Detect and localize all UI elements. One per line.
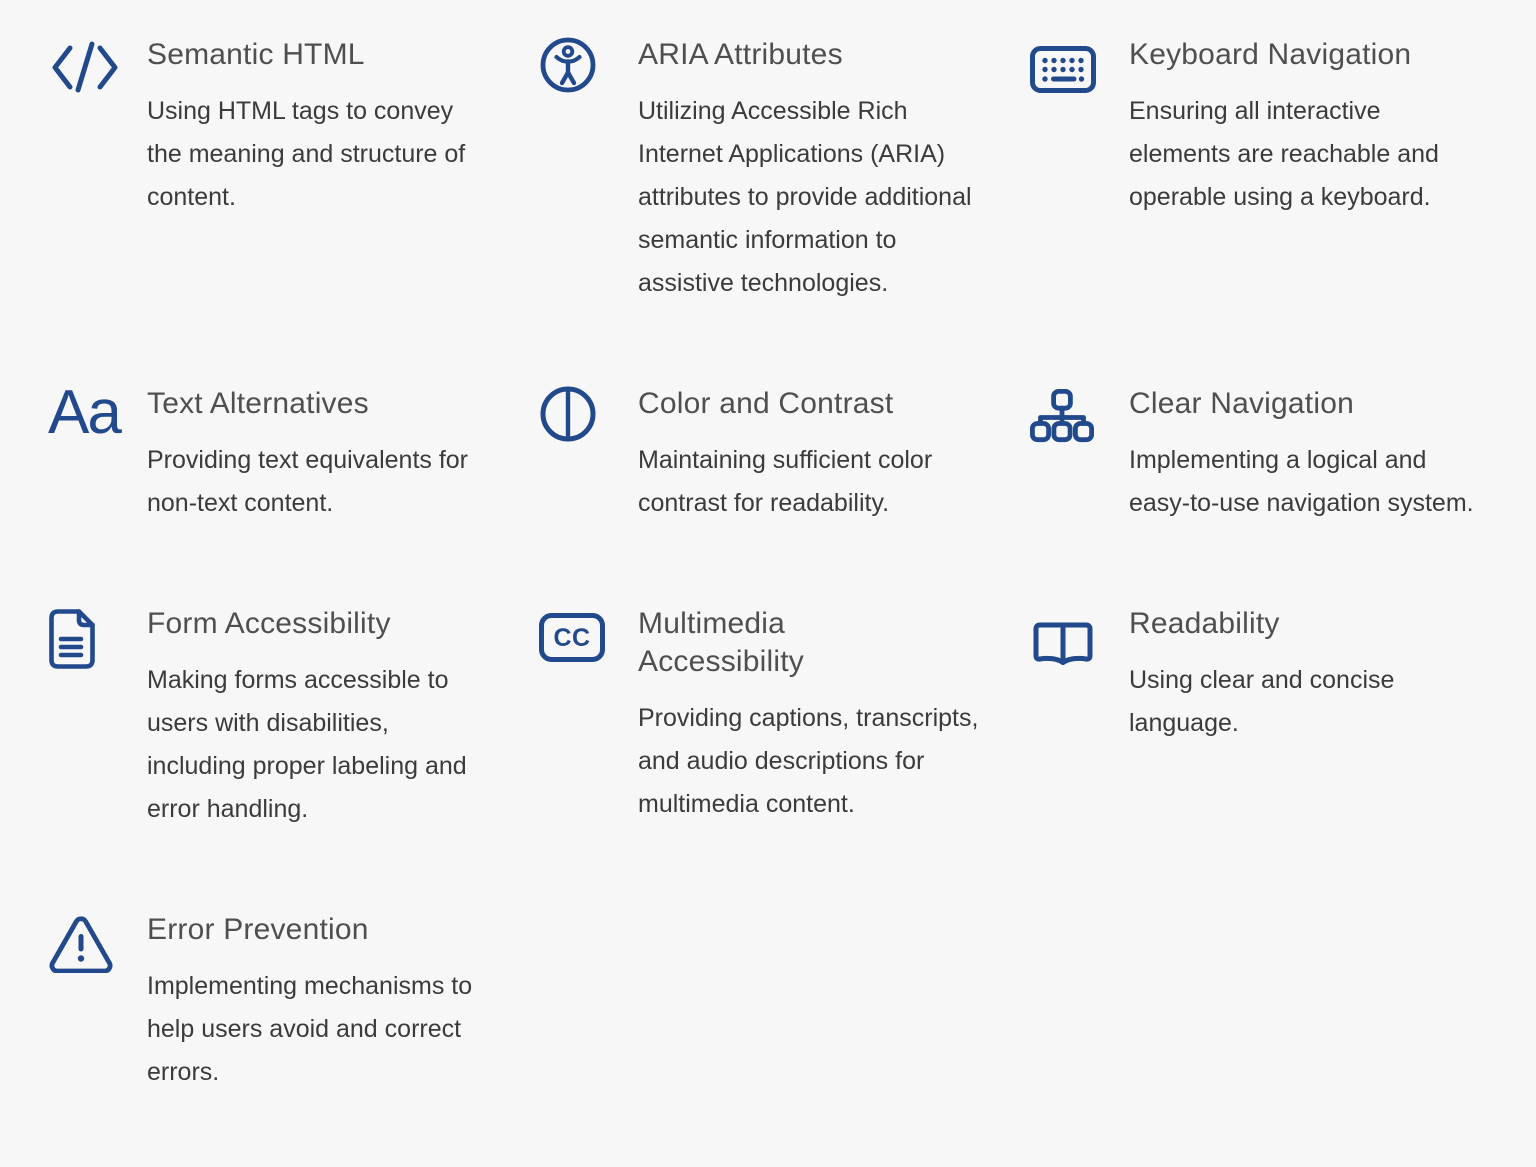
code-icon [48, 36, 147, 94]
contrast-icon [539, 385, 638, 443]
feature-description: Utilizing Accessible Rich Internet Applications (ARIA) attributes to provide additional semantic information to assistive technologies. [638, 97, 972, 297]
feature-title: Error Prevention [147, 913, 369, 946]
feature-title: Readability [1129, 607, 1280, 640]
feature-card-form-accessibility [48, 605, 514, 831]
feature-card-aria-attributes [539, 36, 1005, 305]
feature-title: Color and Contrast [638, 387, 894, 420]
feature-title: ARIA Attributes [638, 38, 843, 71]
feature-card-clear-navigation [1030, 385, 1496, 525]
feature-title: Form Accessibility [147, 607, 391, 640]
warning-triangle-icon [48, 911, 147, 973]
sitemap-icon [1030, 385, 1129, 449]
feature-card-keyboard-navigation [1030, 36, 1496, 305]
feature-card-color-and-contrast [539, 385, 1005, 525]
feature-description: Making forms accessible to users with disabilities, including proper labeling and error handling. [147, 666, 467, 823]
keyboard-icon [1030, 36, 1129, 93]
feature-title: Multimedia Accessibility [638, 607, 804, 678]
accessibility-icon [539, 36, 638, 94]
feature-description: Providing captions, transcripts, and audio descriptions for multimedia content. [638, 704, 979, 818]
closed-captions-icon [539, 605, 638, 662]
feature-title: Text Alternatives [147, 387, 369, 420]
feature-card-semantic-html [48, 36, 514, 305]
feature-description: Using HTML tags to convey the meaning and structure of content. [147, 97, 466, 211]
feature-description: Providing text equivalents for non-text content. [147, 446, 469, 517]
feature-card-text-alternatives [48, 378, 514, 525]
feature-title: Semantic HTML [147, 38, 365, 71]
feature-title: Keyboard Navigation [1129, 38, 1412, 71]
feature-description: Ensuring all interactive elements are reachable and operable using a keyboard. [1129, 97, 1439, 211]
feature-card-error-prevention [48, 911, 514, 1094]
svg-text:CC: CC [553, 624, 591, 652]
feature-card-multimedia-accessibility [539, 605, 1005, 831]
document-icon [48, 605, 147, 669]
text-style-icon: Aa [48, 378, 120, 447]
feature-title: Clear Navigation [1129, 387, 1354, 420]
feature-description: Using clear and concise language. [1129, 666, 1395, 737]
feature-description: Implementing mechanisms to help users avoid and correct errors. [147, 972, 473, 1086]
feature-description: Maintaining sufficient color contrast for readability. [638, 446, 933, 517]
open-book-icon [1030, 605, 1129, 670]
feature-description: Implementing a logical and easy-to-use navigation system. [1129, 446, 1474, 517]
feature-card-readability [1030, 605, 1496, 831]
